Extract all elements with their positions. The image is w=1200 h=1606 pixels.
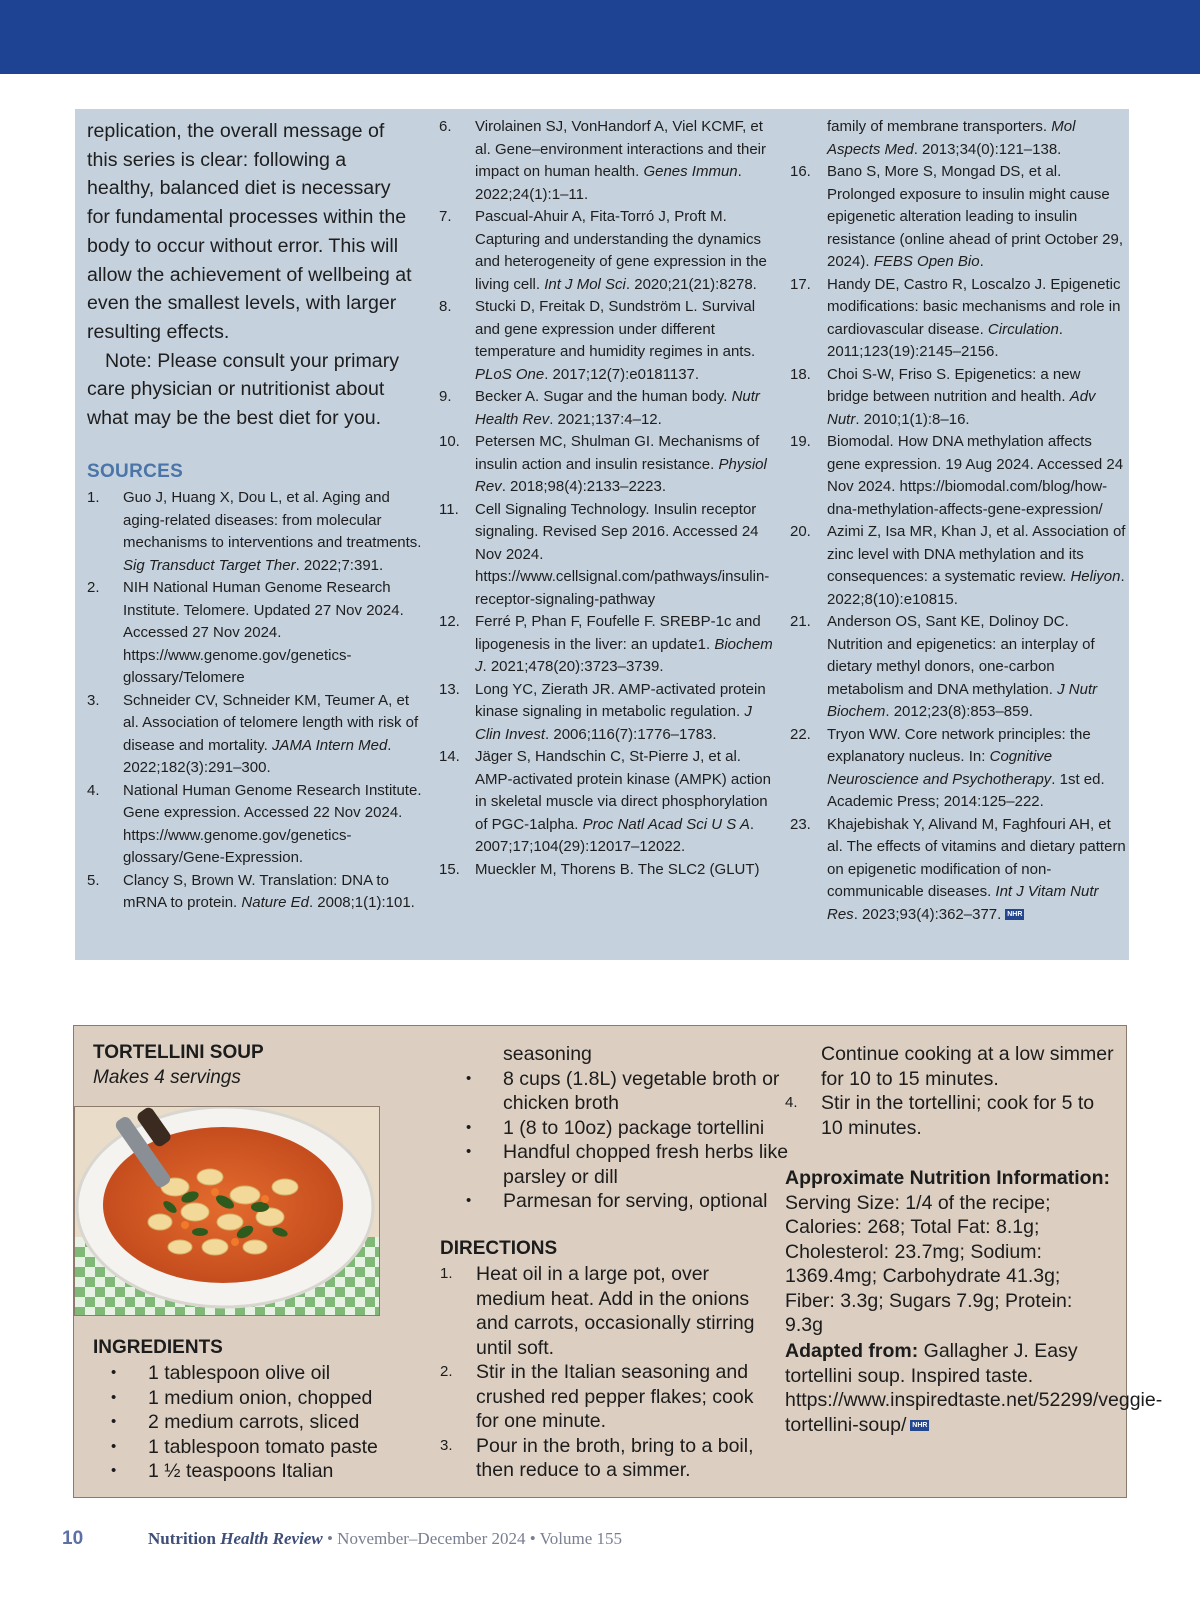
reference-citation: Tryon WW. Core network principles: the explanatory nucleus. In: <box>827 725 1091 765</box>
reference-item <box>790 814 1126 927</box>
reference-text <box>827 814 1126 927</box>
reference-item <box>87 870 422 915</box>
reference-text <box>827 431 1126 521</box>
step-number: 1. <box>440 1265 453 1282</box>
reference-text <box>475 859 779 882</box>
reference-text <box>827 724 1126 814</box>
reference-citation: Guo J, Huang X, Dou L, et al. Aging and aging-related diseases: from molecular mechanisms to interventions and treatments. <box>123 489 422 551</box>
reference-citation: Ferré P, Phan F, Foufelle F. SREBP-1c and lipogenesis in the liver: an update1. <box>475 613 761 653</box>
reference-text <box>827 274 1126 364</box>
intro-paragraph: replication, the overall message of this series is clear: following a healthy, balanced diet is necessary for fundamental processes within the body to occur without error. This will allow the achievement of wellbeing at even the smallest levels, with larger resulting effects. <box>87 120 412 343</box>
bullet-icon: • <box>111 1388 117 1406</box>
reference-item <box>87 690 422 780</box>
reference-details: . 2013;34(0):121–138. <box>913 140 1062 158</box>
direction-step <box>440 1434 770 1483</box>
reference-journal: Genes Immun <box>643 163 738 180</box>
reference-item <box>790 724 1126 814</box>
step-text: Pour in the broth, bring to a boil, then reduce to a simmer. <box>476 1434 754 1481</box>
publication-info <box>148 1529 622 1549</box>
reference-item <box>439 499 779 612</box>
reference-number <box>790 116 827 161</box>
ingredient-item <box>448 1067 793 1116</box>
intro-text <box>87 117 417 433</box>
bullet-icon: • <box>111 1413 117 1430</box>
ingredient-text: 8 cups (1.8L) vegetable broth or chicken broth <box>503 1067 780 1114</box>
reference-details: . 2023;93(4):362–377. <box>853 905 1002 923</box>
reference-number: 5. <box>87 871 100 889</box>
page-number: 10 <box>62 1528 84 1549</box>
direction-step <box>440 1360 770 1434</box>
publication-name <box>148 1529 323 1548</box>
ingredients-heading: INGREDIENTS <box>93 1337 223 1358</box>
ingredient-text: 1 ½ teaspoons Italian <box>148 1460 334 1482</box>
step-text: Heat oil in a large pot, over medium heat. Add in the onions and carrots, occasionally stirring until soft. <box>476 1263 755 1359</box>
reference-citation: Bano S, More S, Mongad DS, et al. Prolonged exposure to insulin might cause epigenetic alteration leading to insulin resistance (online ahead of print October 29, 2024). <box>827 163 1124 270</box>
reference-number: 15. <box>439 860 460 878</box>
reference-citation: Petersen MC, Shulman GI. Mechanisms of insulin action and insulin resistance. <box>475 433 760 473</box>
reference-item <box>790 521 1126 611</box>
reference-number: 6. <box>439 118 452 135</box>
directions-heading: DIRECTIONS <box>440 1238 558 1259</box>
recipe-servings: Makes 4 servings <box>93 1067 241 1088</box>
reference-number: 8. <box>439 298 452 315</box>
reference-citation: Khajebishak Y, Alivand M, Faghfouri AH, et al. The effects of vitamins and dietary pattern on epigenetic modification of non-communicable diseases. <box>827 815 1126 900</box>
reference-details: . 2008;1(1):101. <box>308 894 415 911</box>
ingredient-item <box>93 1386 393 1411</box>
reference-details: . 2006;116(7):1776–1783. <box>545 725 717 743</box>
reference-item <box>439 206 779 296</box>
reference-journal: J Clin Invest <box>475 703 752 743</box>
reference-item <box>790 431 1126 521</box>
direction-step <box>785 1091 1115 1140</box>
reference-item <box>790 116 1126 161</box>
ingredient-continuation: seasoning <box>503 1043 592 1065</box>
reference-journal: Heliyon <box>1070 568 1121 585</box>
reference-number: 9. <box>439 388 452 405</box>
reference-item <box>87 577 422 690</box>
publication-name-b: Health Review <box>220 1529 323 1548</box>
step-number: 2. <box>440 1363 453 1380</box>
reference-details: . <box>979 253 984 270</box>
reference-text <box>827 611 1126 724</box>
reference-details: . 2022;182(3):291–300. <box>123 736 392 776</box>
reference-text <box>827 364 1126 432</box>
reference-item <box>87 487 422 577</box>
nhr-logo-icon: NHR <box>1007 911 1023 919</box>
sources-heading: SOURCES <box>87 461 184 482</box>
reference-item <box>790 274 1126 364</box>
reference-number: 22. <box>790 725 811 743</box>
reference-number: 19. <box>790 433 811 450</box>
reference-details: . 1st ed. Academic Press; 2014:125–222. <box>827 770 1105 810</box>
reference-citation: National Human Genome Research Institute. Gene expression. Accessed 22 Nov 2024. https://www.genome.gov/genetics-glossary/Gene-Expression. <box>123 781 422 866</box>
reference-citation: Schneider CV, Schneider KM, Teumer A, et al. Association of telomere length with risk of disease and mortality. <box>123 691 419 754</box>
ingredient-item <box>93 1361 393 1386</box>
step-number: 3. <box>440 1436 453 1454</box>
reference-number: 11. <box>439 500 459 518</box>
intro-note: Note: Please consult your primary care physician or nutritionist about what may be the best diet for you. <box>87 349 400 430</box>
reference-journal: PLoS One <box>475 365 545 383</box>
reference-details: . 2017;12(7):e0181137. <box>544 365 700 383</box>
ingredient-text: 1 tablespoon tomato paste <box>148 1435 378 1458</box>
reference-journal: Int J Mol Sci <box>544 275 626 293</box>
nutrition-text: Serving Size: 1/4 of the recipe; Calories: 268; Total Fat: 8.1g; Cholesterol: 23.7mg; Sodium: 1369.4mg; Carbohydrate 41.3g; Fiber: 3.3g; Sugars 7.9g; Protein: 9.3g <box>785 1191 1073 1336</box>
reference-text <box>827 521 1126 611</box>
reference-text <box>123 870 422 915</box>
recipe-title: TORTELLINI SOUP <box>93 1042 264 1063</box>
reference-text <box>475 116 779 206</box>
reference-details: . 2011;123(19):2145–2156. <box>827 320 1063 360</box>
reference-details: . 2022;7:391. <box>295 556 384 574</box>
reference-journal: FEBS Open Bio <box>873 253 980 270</box>
reference-item <box>87 780 422 870</box>
reference-journal: J Nutr Biochem <box>827 680 1098 720</box>
reference-journal: Sig Transduct Target Ther <box>123 556 296 574</box>
reference-text <box>475 746 779 859</box>
reference-number: 2. <box>87 579 100 596</box>
references-column-2 <box>439 116 779 881</box>
reference-details: . 2010;1(1):8–16. <box>855 410 970 428</box>
reference-journal: Adv Nutr <box>827 388 1096 428</box>
ingredient-text: Parmesan for serving, optional <box>503 1190 768 1212</box>
reference-details: . 2021;478(20):3723–3739. <box>482 658 664 675</box>
ingredient-item <box>448 1140 793 1189</box>
reference-text <box>475 206 779 296</box>
soup-photo <box>74 1106 380 1316</box>
reference-number: 20. <box>790 523 811 540</box>
reference-details: . 2021;137:4–12. <box>549 410 662 428</box>
reference-citation: Handy DE, Castro R, Loscalzo J. Epigenetic modifications: basic mechanisms and role in cardiovascular disease. <box>827 275 1121 338</box>
sources-panel <box>75 109 1129 960</box>
reference-text <box>475 296 779 386</box>
ingredient-text: 1 tablespoon olive oil <box>148 1362 331 1384</box>
reference-details: . 2007;17;104(29):12017–12022. <box>475 815 755 855</box>
reference-text <box>475 499 779 612</box>
reference-text <box>475 386 779 431</box>
directions-continued <box>785 1042 1115 1140</box>
issue-info: • November–December 2024 • Volume 155 <box>322 1529 622 1548</box>
reference-text <box>475 431 779 499</box>
reference-text <box>123 487 422 577</box>
nutrition-info <box>785 1166 1115 1338</box>
direction-continuation: Continue cooking at a low simmer for 10 to 15 minutes. <box>821 1043 1114 1090</box>
reference-item <box>439 116 779 206</box>
adapted-label: Adapted from: <box>785 1340 919 1362</box>
adapted-text: Gallagher J. Easy tortellini soup. Inspired taste. https://www.inspiredtaste.net/52299/veggie-tortellini-soup/ <box>785 1340 1163 1436</box>
references-column-3 <box>790 116 1126 926</box>
reference-citation: Jäger S, Handschin C, St-Pierre J, et al. AMP-activated protein kinase (AMPK) action in skeletal muscle via direct phosphorylation of PGC-1alpha. <box>475 748 771 833</box>
bullet-icon: • <box>466 1143 472 1160</box>
reference-journal: Physiol Rev <box>475 455 767 495</box>
reference-citation: Choi S-W, Friso S. Epigenetics: a new bridge between nutrition and health. <box>827 365 1081 405</box>
recipe-panel <box>73 1025 1163 1498</box>
ingredient-text: 2 medium carrots, sliced <box>148 1411 360 1433</box>
ingredient-text: 1 (8 to 10oz) package tortellini <box>503 1116 765 1139</box>
reference-details: . 2020;21(21):8278. <box>625 275 757 293</box>
reference-text <box>123 780 422 870</box>
step-number: 4. <box>785 1094 798 1111</box>
ingredient-text: 1 medium onion, chopped <box>148 1386 373 1409</box>
reference-number: 7. <box>439 208 452 225</box>
reference-journal: Nutr Health Rev <box>475 388 760 428</box>
reference-citation: Stucki D, Freitak D, Sundström L. Survival and gene expression under different temperature and humidity regimes in ants. <box>475 298 756 360</box>
reference-citation: Biomodal. How DNA methylation affects gene expression. 19 Aug 2024. Accessed 24 Nov 2024. https://biomodal.com/blog/how-dna-methylation-affects-gene-expression/ <box>827 433 1124 518</box>
ingredients-list-1 <box>93 1361 393 1484</box>
nutrition-label: Approximate Nutrition Information: <box>785 1167 1110 1189</box>
reference-number: 17. <box>790 275 811 293</box>
reference-citation: Pascual-Ahuir A, Fita-Torró J, Proft M. Capturing and understanding the dynamics and heterogeneity of gene expression in the living cell. <box>475 208 767 293</box>
directions-list <box>440 1262 770 1483</box>
reference-journal: Cognitive Neuroscience and Psychotherapy <box>827 748 1053 788</box>
reference-item <box>439 386 779 431</box>
reference-citation: Mueckler M, Thorens B. The SLC2 (GLUT) <box>475 860 760 878</box>
reference-number: 16. <box>790 163 811 180</box>
header-band <box>0 0 1200 74</box>
ingredients-list-2 <box>448 1042 793 1214</box>
reference-citation: Azimi Z, Isa MR, Khan J, et al. Association of zinc level with DNA methylation and its consequences: a systematic review. <box>827 523 1126 585</box>
reference-journal: Mol Aspects Med <box>827 118 1076 158</box>
page-footer <box>62 1528 962 1552</box>
reference-item <box>439 746 779 859</box>
reference-number: 10. <box>439 433 460 450</box>
reference-item <box>439 431 779 499</box>
reference-number: 23. <box>790 815 811 833</box>
reference-number: 14. <box>439 748 460 765</box>
reference-citation: Virolainen SJ, VonHandorf A, Viel KCMF, et al. Gene–environment interactions and their impact on human health. <box>475 118 767 180</box>
reference-journal: JAMA Intern Med <box>271 736 388 754</box>
reference-journal: Proc Natl Acad Sci U S A <box>582 815 750 833</box>
bullet-icon: • <box>111 1437 117 1455</box>
direction-step <box>440 1262 770 1360</box>
reference-text <box>827 161 1126 274</box>
reference-details: . 2018;98(4):2133–2223. <box>501 478 666 495</box>
reference-item <box>439 679 779 747</box>
reference-details: . 2022;8(10):e10815. <box>827 568 1125 608</box>
reference-journal: Int J Vitam Nutr Res <box>827 883 1099 923</box>
ingredient-item <box>93 1410 393 1435</box>
reference-details: . 2012;23(8):853–859. <box>885 703 1033 720</box>
ingredient-item <box>448 1189 793 1214</box>
reference-citation: Anderson OS, Sant KE, Dolinoy DC. Nutrition and epigenetics: an interplay of dietary methyl donors, one-carbon metabolism and DNA methylation. <box>827 613 1095 698</box>
adapted-from <box>785 1339 1163 1437</box>
nhr-logo-icon: NHR <box>912 1421 928 1429</box>
publication-name-a: Nutrition <box>148 1529 221 1548</box>
reference-item <box>790 364 1126 432</box>
ingredient-item <box>93 1435 393 1460</box>
reference-number: 12. <box>439 613 460 630</box>
reference-text <box>827 116 1126 161</box>
reference-number: 3. <box>87 691 100 709</box>
ingredient-item <box>448 1116 793 1141</box>
bullet-icon: • <box>111 1364 117 1381</box>
reference-number: 21. <box>790 613 811 630</box>
reference-item <box>790 161 1126 274</box>
reference-item <box>439 611 779 679</box>
ingredient-item <box>93 1459 393 1484</box>
reference-citation: Clancy S, Brown W. Translation: DNA to mRNA to protein. <box>123 871 389 911</box>
reference-journal: Circulation <box>987 320 1059 338</box>
reference-text <box>475 679 779 747</box>
reference-text <box>123 690 422 780</box>
reference-number: 13. <box>439 680 460 698</box>
reference-citation: family of membrane transporters. <box>827 118 1052 135</box>
step-text: Stir in the Italian seasoning and crushed red pepper flakes; cook for one minute. <box>476 1361 754 1432</box>
step-text: Stir in the tortellini; cook for 5 to 10 minutes. <box>821 1092 1095 1139</box>
ingredient-text: Handful chopped fresh herbs like parsley or dill <box>503 1141 789 1188</box>
reference-number: 1. <box>87 489 100 506</box>
references-column-1 <box>87 487 422 915</box>
bullet-icon: • <box>111 1462 117 1479</box>
reference-citation: Cell Signaling Technology. Insulin receptor signaling. Revised Sep 2016. Accessed 24 Nov 2024. https://www.cellsignal.com/pathways/insulin-receptor-signaling-pathway <box>475 500 770 608</box>
bullet-icon: • <box>466 1069 472 1087</box>
reference-item <box>790 611 1126 724</box>
bullet-icon: • <box>466 1118 472 1136</box>
reference-journal: Biochem J <box>475 635 773 675</box>
reference-citation: NIH National Human Genome Research Institute. Telomere. Updated 27 Nov 2024. Accessed 27 Nov 2024. https://www.genome.gov/genetics-glossary/Telomere <box>123 579 404 686</box>
reference-text <box>123 577 422 690</box>
reference-number: 18. <box>790 365 811 383</box>
bullet-icon: • <box>466 1192 472 1209</box>
reference-number: 4. <box>87 781 100 799</box>
reference-text <box>475 611 779 679</box>
reference-item <box>439 296 779 386</box>
reference-citation: Becker A. Sugar and the human body. <box>475 388 732 405</box>
reference-citation: Long YC, Zierath JR. AMP-activated protein kinase signaling in metabolic regulation. <box>475 680 766 720</box>
reference-journal: Nature Ed <box>241 894 309 911</box>
reference-details: . 2022;24(1):1–11. <box>475 163 742 203</box>
reference-item <box>439 859 779 882</box>
